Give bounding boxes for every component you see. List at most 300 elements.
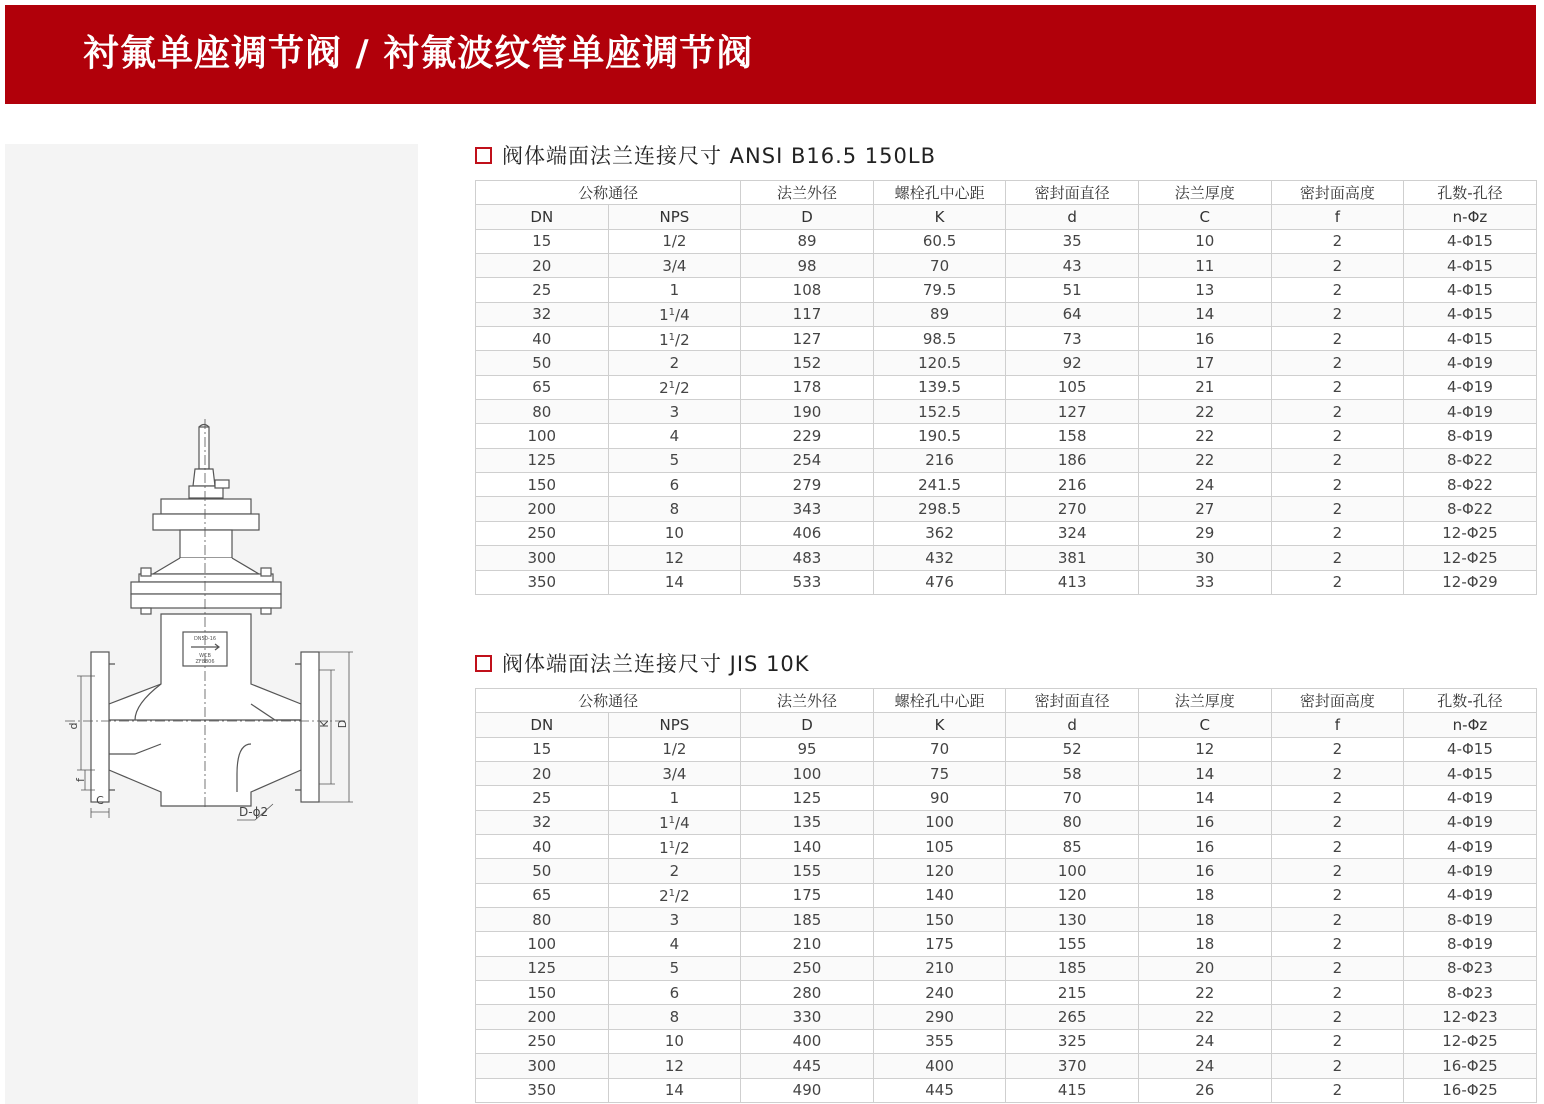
table-cell: 2 xyxy=(1271,786,1404,810)
table-cell: 73 xyxy=(1006,327,1139,351)
table-cell: 2 xyxy=(608,351,741,375)
table-cell: 26 xyxy=(1138,1078,1271,1102)
table-cell: 240 xyxy=(873,981,1006,1005)
table-cell: 70 xyxy=(1006,786,1139,810)
table-cell: 3 xyxy=(608,908,741,932)
table-cell: 130 xyxy=(1006,908,1139,932)
table-cell: 100 xyxy=(873,810,1006,834)
table-cell: 22 xyxy=(1138,981,1271,1005)
table-cell: 24 xyxy=(1138,473,1271,497)
table-cell: 90 xyxy=(873,786,1006,810)
table-cell: 12 xyxy=(608,1054,741,1078)
table-cell: 12-Φ25 xyxy=(1404,546,1537,570)
table-cell: 2 xyxy=(1271,737,1404,761)
table-cell: 350 xyxy=(476,1078,609,1102)
table-cell: 4-Φ19 xyxy=(1404,835,1537,859)
table-row xyxy=(476,1078,1537,1102)
table-cell: 12-Φ25 xyxy=(1404,1029,1537,1053)
table-cell: 406 xyxy=(741,521,874,545)
table-cell: 16-Φ25 xyxy=(1404,1054,1537,1078)
table-cell: 158 xyxy=(1006,424,1139,448)
table-cell: 370 xyxy=(1006,1054,1139,1078)
table-cell: 1 xyxy=(608,278,741,302)
table-cell: 12-Φ25 xyxy=(1404,521,1537,545)
table-row xyxy=(476,302,1537,326)
table-row xyxy=(476,1005,1537,1029)
table-cell: 3 xyxy=(608,400,741,424)
column-symbol: f xyxy=(1271,205,1404,229)
table-cell: 50 xyxy=(476,351,609,375)
column-header: 密封面高度 xyxy=(1271,689,1404,713)
table-cell: 64 xyxy=(1006,302,1139,326)
table-cell: 100 xyxy=(741,762,874,786)
table-row xyxy=(476,981,1537,1005)
table-subheader-row xyxy=(476,205,1537,229)
table-row xyxy=(476,400,1537,424)
table-cell: 18 xyxy=(1138,908,1271,932)
table-cell: 2 xyxy=(608,859,741,883)
table-cell: 10 xyxy=(1138,229,1271,253)
table-cell: 22 xyxy=(1138,448,1271,472)
column-symbol: K xyxy=(873,713,1006,737)
column-symbol: f xyxy=(1271,713,1404,737)
column-header: 密封面直径 xyxy=(1006,689,1139,713)
table-cell: 250 xyxy=(476,1029,609,1053)
table-cell: 2 xyxy=(1271,883,1404,907)
column-symbol: n-Φz xyxy=(1404,205,1537,229)
column-symbol: D xyxy=(741,713,874,737)
table-cell: 1 xyxy=(608,786,741,810)
table-cell: 175 xyxy=(741,883,874,907)
table-cell: 140 xyxy=(873,883,1006,907)
table-cell: 52 xyxy=(1006,737,1139,761)
table-cell: 4-Φ15 xyxy=(1404,254,1537,278)
table-cell: 6 xyxy=(608,981,741,1005)
table-cell: 98 xyxy=(741,254,874,278)
section-title-ansi xyxy=(475,140,936,170)
table-cell: 22 xyxy=(1138,400,1271,424)
table-cell: 21 xyxy=(1138,375,1271,399)
table-cell: 89 xyxy=(741,229,874,253)
nameplate-line-2: WCB xyxy=(199,653,211,659)
table-cell: 51 xyxy=(1006,278,1139,302)
table-cell: 4-Φ19 xyxy=(1404,859,1537,883)
table-cell: 50 xyxy=(476,859,609,883)
table-row xyxy=(476,473,1537,497)
column-header: 法兰厚度 xyxy=(1138,181,1271,205)
table-cell: 100 xyxy=(476,424,609,448)
table-cell: 135 xyxy=(741,810,874,834)
dim-label-k: K xyxy=(318,720,331,728)
table-cell: 2 xyxy=(1271,1078,1404,1102)
table-cell: 6 xyxy=(608,473,741,497)
table-cell: $2^1/2$ xyxy=(608,375,741,399)
table-cell: 325 xyxy=(1006,1029,1139,1053)
table-cell: 343 xyxy=(741,497,874,521)
table-cell: 12 xyxy=(1138,737,1271,761)
table-cell: 200 xyxy=(476,497,609,521)
table-cell: 14 xyxy=(1138,302,1271,326)
table-cell: 98.5 xyxy=(873,327,1006,351)
table-cell: $1^1/2$ xyxy=(608,327,741,351)
column-header: 密封面高度 xyxy=(1271,181,1404,205)
table-cell: 20 xyxy=(476,254,609,278)
table-cell: 18 xyxy=(1138,932,1271,956)
table-cell: 2 xyxy=(1271,859,1404,883)
table-cell: 150 xyxy=(476,473,609,497)
section-title-jis xyxy=(475,648,810,678)
table-cell: 14 xyxy=(1138,786,1271,810)
table-cell: 40 xyxy=(476,327,609,351)
table-cell: 362 xyxy=(873,521,1006,545)
table-cell: 127 xyxy=(741,327,874,351)
table-cell: 140 xyxy=(741,835,874,859)
table-cell: 2 xyxy=(1271,400,1404,424)
valve-technical-drawing xyxy=(5,144,418,1104)
table-cell: 105 xyxy=(873,835,1006,859)
table-cell: 4-Φ15 xyxy=(1404,302,1537,326)
table-cell: 300 xyxy=(476,1054,609,1078)
table-cell: 2 xyxy=(1271,448,1404,472)
table-row xyxy=(476,375,1537,399)
table-cell: 210 xyxy=(873,956,1006,980)
table-cell: 2 xyxy=(1271,570,1404,594)
nameplate-line-1: DN50-16 xyxy=(193,636,217,642)
table-cell: 2 xyxy=(1271,835,1404,859)
table-cell: 216 xyxy=(1006,473,1139,497)
table-cell: 8-Φ22 xyxy=(1404,497,1537,521)
table-cell: 120.5 xyxy=(873,351,1006,375)
table-cell: 40 xyxy=(476,835,609,859)
table-cell: 120 xyxy=(873,859,1006,883)
table-cell: 8-Φ22 xyxy=(1404,448,1537,472)
table-cell: 190.5 xyxy=(873,424,1006,448)
table-cell: 15 xyxy=(476,229,609,253)
table-cell: 4-Φ15 xyxy=(1404,762,1537,786)
checkbox-square-icon xyxy=(475,655,492,672)
table-cell: 105 xyxy=(1006,375,1139,399)
table-cell: 533 xyxy=(741,570,874,594)
page-banner xyxy=(5,5,1536,104)
table-cell: 8 xyxy=(608,1005,741,1029)
table-cell: 8-Φ19 xyxy=(1404,424,1537,448)
table-cell: 4-Φ19 xyxy=(1404,810,1537,834)
table-cell: 8 xyxy=(608,497,741,521)
table-cell: 210 xyxy=(741,932,874,956)
table-cell: 95 xyxy=(741,737,874,761)
table-cell: 200 xyxy=(476,1005,609,1029)
table-cell: 89 xyxy=(873,302,1006,326)
table-row xyxy=(476,737,1537,761)
table-cell: 355 xyxy=(873,1029,1006,1053)
table-cell: 279 xyxy=(741,473,874,497)
dim-label-flange-diameter: D xyxy=(336,719,349,729)
table-cell: 229 xyxy=(741,424,874,448)
table-cell: 4-Φ15 xyxy=(1404,327,1537,351)
table-cell: 17 xyxy=(1138,351,1271,375)
column-symbol: DN xyxy=(476,205,609,229)
table-row xyxy=(476,883,1537,907)
table-cell: 2 xyxy=(1271,254,1404,278)
table-cell: 22 xyxy=(1138,424,1271,448)
table-cell: 4 xyxy=(608,424,741,448)
table-cell: 2 xyxy=(1271,546,1404,570)
table-cell: 29 xyxy=(1138,521,1271,545)
table-cell: 185 xyxy=(1006,956,1139,980)
table-cell: $1^1/4$ xyxy=(608,810,741,834)
table-cell: 483 xyxy=(741,546,874,570)
column-header: 公称通径 xyxy=(476,689,741,713)
table-cell: 155 xyxy=(1006,932,1139,956)
table-cell: 216 xyxy=(873,448,1006,472)
column-symbol: d xyxy=(1006,713,1139,737)
table-cell: 1/2 xyxy=(608,229,741,253)
table-cell: 70 xyxy=(873,254,1006,278)
table-cell: 65 xyxy=(476,883,609,907)
column-symbol: K xyxy=(873,205,1006,229)
table-cell: 4-Φ15 xyxy=(1404,278,1537,302)
table-cell: 70 xyxy=(873,737,1006,761)
table-cell: 175 xyxy=(873,932,1006,956)
table-cell: 33 xyxy=(1138,570,1271,594)
table-cell: 152.5 xyxy=(873,400,1006,424)
table-row xyxy=(476,1054,1537,1078)
table-row xyxy=(476,762,1537,786)
table-cell: 415 xyxy=(1006,1078,1139,1102)
table-cell: $1^1/4$ xyxy=(608,302,741,326)
table-row xyxy=(476,351,1537,375)
table-cell: 12 xyxy=(608,546,741,570)
table-cell: 476 xyxy=(873,570,1006,594)
table-cell: 445 xyxy=(873,1078,1006,1102)
column-symbol: DN xyxy=(476,713,609,737)
table-cell: 125 xyxy=(476,956,609,980)
table-row xyxy=(476,278,1537,302)
column-symbol: n-Φz xyxy=(1404,713,1537,737)
table-cell: 100 xyxy=(476,932,609,956)
table-cell: 300 xyxy=(476,546,609,570)
section-title-ansi-text: 阀体端面法兰连接尺寸 ANSI B16.5 150LB xyxy=(502,144,936,168)
table-cell: 2 xyxy=(1271,908,1404,932)
table-cell: 32 xyxy=(476,810,609,834)
table-row xyxy=(476,1029,1537,1053)
table-cell: 150 xyxy=(476,981,609,1005)
checkbox-square-icon xyxy=(475,147,492,164)
table-cell: 155 xyxy=(741,859,874,883)
table-cell: 2 xyxy=(1271,375,1404,399)
table-cell: 4-Φ15 xyxy=(1404,229,1537,253)
table-cell: 190 xyxy=(741,400,874,424)
table-cell: 4-Φ19 xyxy=(1404,786,1537,810)
table-row xyxy=(476,786,1537,810)
table-cell: 22 xyxy=(1138,1005,1271,1029)
table-cell: 35 xyxy=(1006,229,1139,253)
table-cell: 2 xyxy=(1271,229,1404,253)
table-cell: 413 xyxy=(1006,570,1139,594)
table-cell: 25 xyxy=(476,786,609,810)
table-cell: 250 xyxy=(476,521,609,545)
table-cell: 14 xyxy=(608,1078,741,1102)
table-cell: 13 xyxy=(1138,278,1271,302)
table-row xyxy=(476,932,1537,956)
table-cell: 25 xyxy=(476,278,609,302)
column-symbol: C xyxy=(1138,205,1271,229)
dim-label-f: f xyxy=(74,778,87,782)
dim-label-bolt-holes: D-ϕ2 xyxy=(239,805,269,819)
table-cell: 3/4 xyxy=(608,254,741,278)
table-row xyxy=(476,521,1537,545)
table-header-row xyxy=(476,181,1537,205)
table-cell: 8-Φ23 xyxy=(1404,981,1537,1005)
section-title-jis-text: 阀体端面法兰连接尺寸 JIS 10K xyxy=(502,652,810,676)
ansi-flange-table xyxy=(475,180,1537,595)
table-row xyxy=(476,810,1537,834)
table-cell: 100 xyxy=(1006,859,1139,883)
table-cell: 5 xyxy=(608,956,741,980)
table-cell: 8-Φ19 xyxy=(1404,908,1537,932)
table-cell: 75 xyxy=(873,762,1006,786)
table-cell: 12-Φ29 xyxy=(1404,570,1537,594)
table-subheader-row xyxy=(476,713,1537,737)
table-cell: 120 xyxy=(1006,883,1139,907)
table-cell: 125 xyxy=(476,448,609,472)
table-cell: 65 xyxy=(476,375,609,399)
table-row xyxy=(476,570,1537,594)
table-cell: 2 xyxy=(1271,981,1404,1005)
table-cell: 4-Φ19 xyxy=(1404,375,1537,399)
table-row xyxy=(476,497,1537,521)
table-cell: 2 xyxy=(1271,327,1404,351)
table-cell: 2 xyxy=(1271,956,1404,980)
table-cell: 2 xyxy=(1271,810,1404,834)
table-cell: 186 xyxy=(1006,448,1139,472)
table-cell: 150 xyxy=(873,908,1006,932)
table-cell: 20 xyxy=(1138,956,1271,980)
table-cell: 14 xyxy=(608,570,741,594)
table-cell: 445 xyxy=(741,1054,874,1078)
table-cell: 2 xyxy=(1271,497,1404,521)
table-cell: 3/4 xyxy=(608,762,741,786)
table-cell: 270 xyxy=(1006,497,1139,521)
jis-flange-table xyxy=(475,688,1537,1103)
table-cell: 24 xyxy=(1138,1054,1271,1078)
nameplate-line-3: ZF8806 xyxy=(195,659,215,665)
table-cell: 280 xyxy=(741,981,874,1005)
table-cell: 324 xyxy=(1006,521,1139,545)
table-cell: 2 xyxy=(1271,762,1404,786)
table-cell: 15 xyxy=(476,737,609,761)
table-cell: 11 xyxy=(1138,254,1271,278)
table-cell: 152 xyxy=(741,351,874,375)
table-cell: 80 xyxy=(476,400,609,424)
table-cell: 4 xyxy=(608,932,741,956)
column-symbol: NPS xyxy=(608,205,741,229)
table-cell: 16 xyxy=(1138,327,1271,351)
table-cell: 5 xyxy=(608,448,741,472)
table-cell: 241.5 xyxy=(873,473,1006,497)
table-cell: 330 xyxy=(741,1005,874,1029)
table-cell: 58 xyxy=(1006,762,1139,786)
table-cell: 2 xyxy=(1271,1029,1404,1053)
table-cell: 60.5 xyxy=(873,229,1006,253)
table-row xyxy=(476,908,1537,932)
table-cell: 10 xyxy=(608,1029,741,1053)
table-cell: 2 xyxy=(1271,351,1404,375)
table-cell: 30 xyxy=(1138,546,1271,570)
table-cell: 80 xyxy=(1006,810,1139,834)
column-symbol: D xyxy=(741,205,874,229)
table-cell: 108 xyxy=(741,278,874,302)
table-cell: 2 xyxy=(1271,473,1404,497)
table-cell: 14 xyxy=(1138,762,1271,786)
table-cell: 85 xyxy=(1006,835,1139,859)
table-cell: 32 xyxy=(476,302,609,326)
table-row xyxy=(476,546,1537,570)
table-cell: 16-Φ25 xyxy=(1404,1078,1537,1102)
table-cell: 4-Φ15 xyxy=(1404,737,1537,761)
table-cell: 18 xyxy=(1138,883,1271,907)
table-cell: 127 xyxy=(1006,400,1139,424)
table-cell: 381 xyxy=(1006,546,1139,570)
dim-label-d: d xyxy=(67,722,80,730)
table-cell: 490 xyxy=(741,1078,874,1102)
table-row xyxy=(476,956,1537,980)
table-cell: 2 xyxy=(1271,1054,1404,1078)
column-header: 公称通径 xyxy=(476,181,741,205)
column-symbol: C xyxy=(1138,713,1271,737)
column-header: 法兰外径 xyxy=(741,689,874,713)
table-cell: $1^1/2$ xyxy=(608,835,741,859)
table-row xyxy=(476,424,1537,448)
table-cell: 400 xyxy=(741,1029,874,1053)
table-cell: 290 xyxy=(873,1005,1006,1029)
table-cell: 254 xyxy=(741,448,874,472)
table-cell: 125 xyxy=(741,786,874,810)
column-header: 孔数-孔径 xyxy=(1404,689,1537,713)
table-cell: 215 xyxy=(1006,981,1139,1005)
table-cell: 12-Φ23 xyxy=(1404,1005,1537,1029)
table-cell: 4-Φ19 xyxy=(1404,400,1537,424)
table-cell: 8-Φ23 xyxy=(1404,956,1537,980)
table-cell: 8-Φ19 xyxy=(1404,932,1537,956)
table-cell: 1/2 xyxy=(608,737,741,761)
table-row xyxy=(476,229,1537,253)
column-header: 孔数-孔径 xyxy=(1404,181,1537,205)
column-header: 法兰外径 xyxy=(741,181,874,205)
dim-label-c: C xyxy=(96,794,104,807)
table-cell: 432 xyxy=(873,546,1006,570)
table-cell: 2 xyxy=(1271,278,1404,302)
table-cell: 4-Φ19 xyxy=(1404,351,1537,375)
table-cell: 92 xyxy=(1006,351,1139,375)
table-cell: 8-Φ22 xyxy=(1404,473,1537,497)
column-symbol: d xyxy=(1006,205,1139,229)
table-cell: 2 xyxy=(1271,932,1404,956)
table-row xyxy=(476,835,1537,859)
table-row xyxy=(476,327,1537,351)
table-cell: 298.5 xyxy=(873,497,1006,521)
table-cell: 10 xyxy=(608,521,741,545)
table-cell: 16 xyxy=(1138,810,1271,834)
table-cell: 2 xyxy=(1271,302,1404,326)
valve-drawing-panel xyxy=(5,144,418,1104)
column-header: 法兰厚度 xyxy=(1138,689,1271,713)
table-cell: 16 xyxy=(1138,859,1271,883)
table-row xyxy=(476,448,1537,472)
table-cell: 178 xyxy=(741,375,874,399)
table-cell: 117 xyxy=(741,302,874,326)
column-header: 密封面直径 xyxy=(1006,181,1139,205)
